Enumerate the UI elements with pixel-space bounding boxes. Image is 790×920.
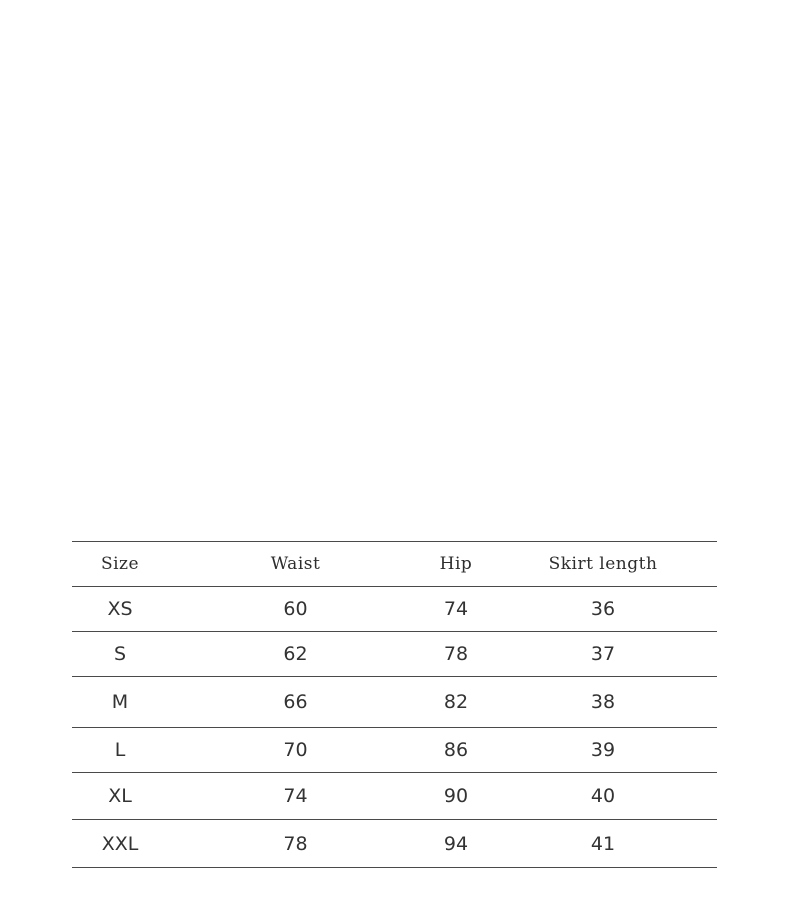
table-row xyxy=(72,587,717,632)
cell-waist: 66 xyxy=(168,677,423,728)
cell-hip: 82 xyxy=(423,677,489,728)
header-size: Size xyxy=(72,542,168,587)
table-row xyxy=(72,632,717,677)
cell-waist: 74 xyxy=(168,773,423,820)
cell-size: L xyxy=(72,728,168,773)
cell-hip: 74 xyxy=(423,587,489,632)
header-skirt-length: Skirt length xyxy=(489,542,717,587)
cell-hip: 78 xyxy=(423,632,489,677)
cell-waist: 70 xyxy=(168,728,423,773)
table-row xyxy=(72,728,717,773)
header-row xyxy=(72,542,717,587)
cell-skirt-length: 41 xyxy=(489,820,717,868)
cell-skirt-length: 37 xyxy=(489,632,717,677)
cell-waist: 62 xyxy=(168,632,423,677)
cell-size: XS xyxy=(72,587,168,632)
cell-size: M xyxy=(72,677,168,728)
cell-waist: 78 xyxy=(168,820,423,868)
table-row xyxy=(72,677,717,728)
header-waist: Waist xyxy=(168,542,423,587)
size-chart-table xyxy=(72,541,717,868)
cell-hip: 90 xyxy=(423,773,489,820)
cell-hip: 86 xyxy=(423,728,489,773)
cell-hip: 94 xyxy=(423,820,489,868)
cell-waist: 60 xyxy=(168,587,423,632)
cell-size: XXL xyxy=(72,820,168,868)
table-body xyxy=(72,587,717,868)
table-row xyxy=(72,773,717,820)
cell-skirt-length: 40 xyxy=(489,773,717,820)
table-row xyxy=(72,820,717,868)
header-hip: Hip xyxy=(423,542,489,587)
cell-skirt-length: 38 xyxy=(489,677,717,728)
cell-skirt-length: 36 xyxy=(489,587,717,632)
cell-skirt-length: 39 xyxy=(489,728,717,773)
cell-size: XL xyxy=(72,773,168,820)
cell-size: S xyxy=(72,632,168,677)
table-header xyxy=(72,542,717,587)
